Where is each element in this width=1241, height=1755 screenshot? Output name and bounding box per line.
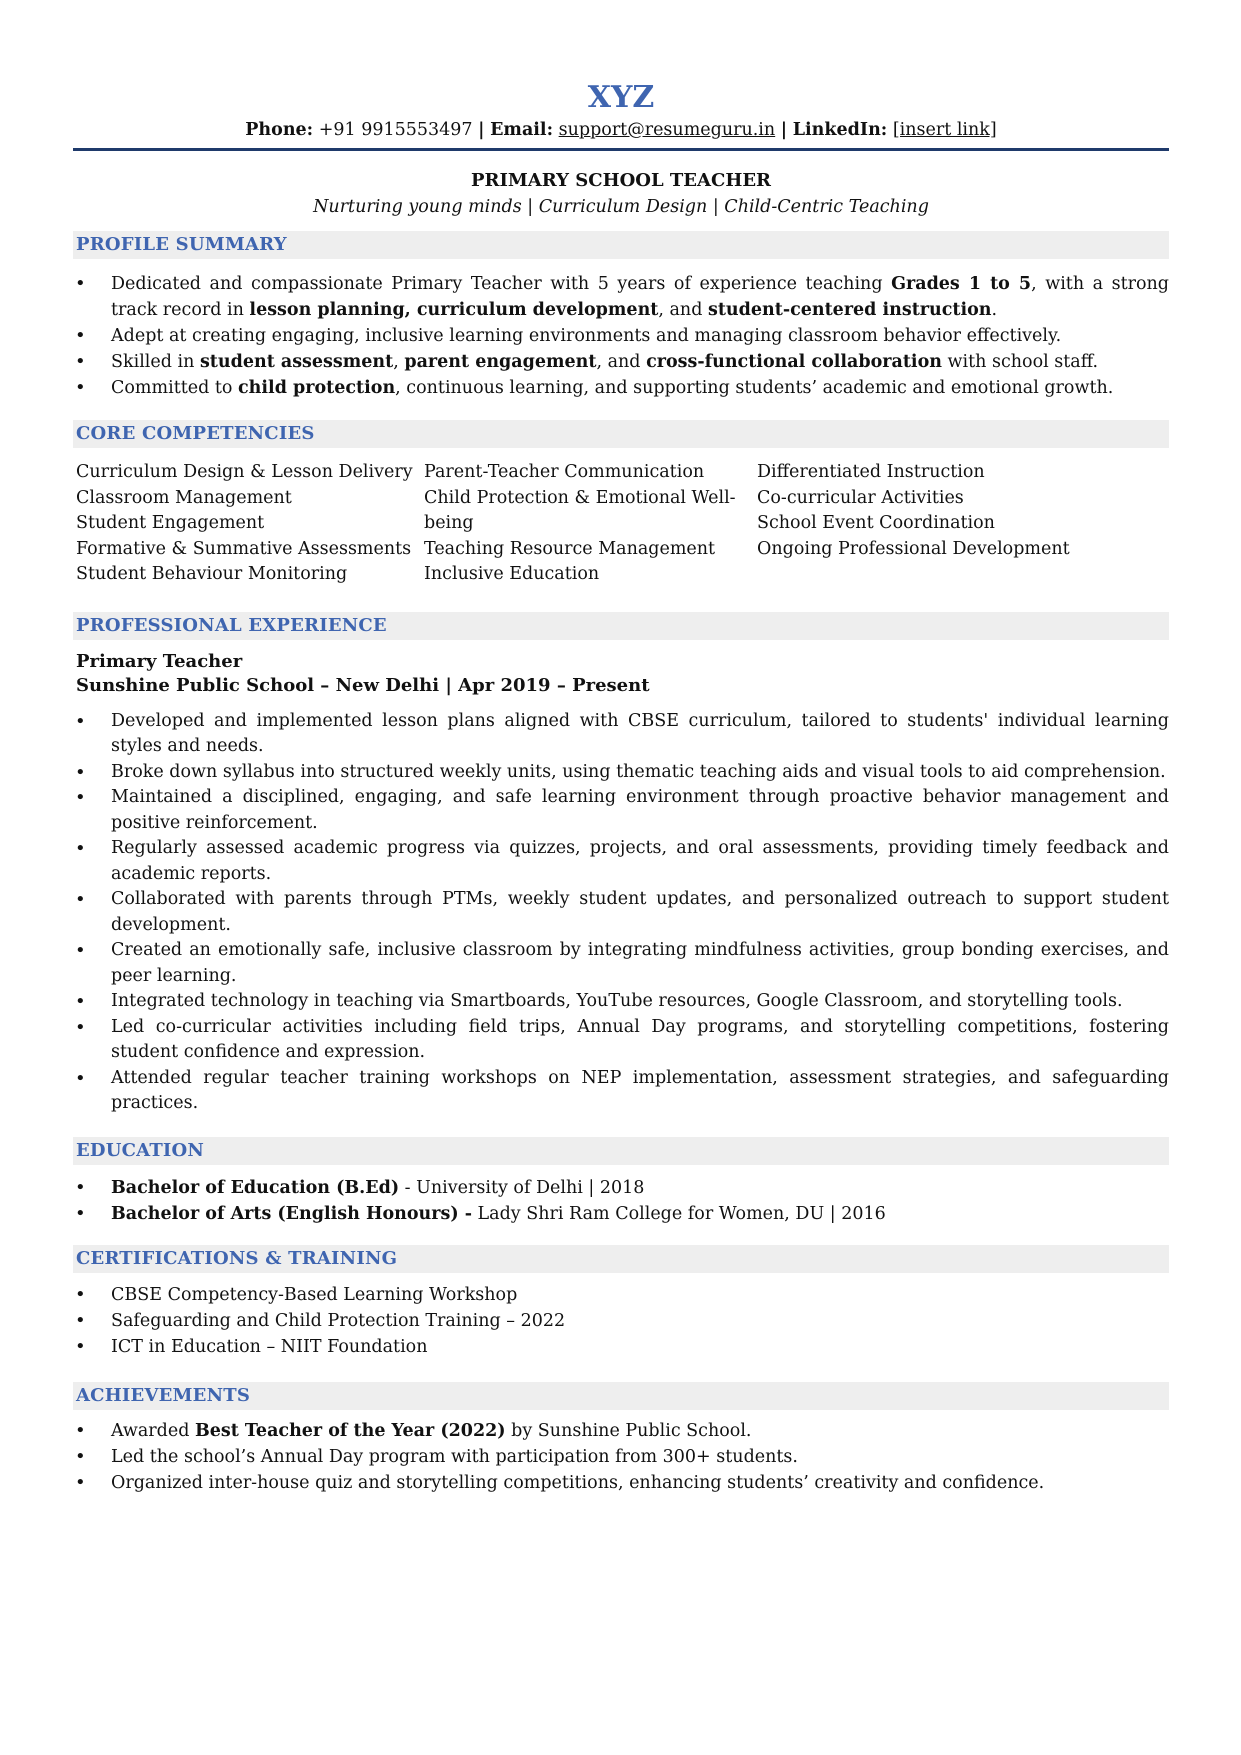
section-professional-experience: PROFESSIONAL EXPERIENCE: [73, 612, 1169, 640]
competencies-column-1: [73, 460, 421, 588]
email-link[interactable]: support@resumeguru.in: [558, 120, 776, 140]
candidate-name: XYZ: [587, 80, 655, 115]
competency-item: Differentiated Instruction: [757, 462, 985, 482]
certifications-list: [73, 1282, 1169, 1360]
certification-item: • Safeguarding and Child Protection Training – 2022: [73, 1308, 1169, 1334]
competency-item: Inclusive Education: [424, 564, 600, 584]
experience-bullet: • Broke down syllabus into structured weekly units, using thematic teaching aids and visual tools to aid comprehension.: [73, 760, 1169, 786]
certification-item: • CBSE Competency-Based Learning Workshop: [73, 1282, 1169, 1308]
experience-bullet: • Developed and implemented lesson plans aligned with CBSE curriculum, tailored to students' individual learning styles and needs.: [73, 709, 1169, 760]
experience-bullet: • Attended regular teacher training workshops on NEP implementation, assessment strategies, and safeguarding practices.: [73, 1066, 1169, 1117]
competency-item: Student Engagement: [76, 513, 265, 533]
competency-item: Curriculum Design & Lesson Delivery: [76, 462, 413, 482]
achievement-item: • Awarded Best Teacher of the Year (2022) by Sunshine Public School.: [73, 1418, 1169, 1444]
profile-bullet: • Committed to child protection, continuous learning, and supporting students’ academic and emotional growth.: [73, 375, 1169, 401]
competency-item: Parent-Teacher Communication: [424, 462, 705, 482]
linkedin-link[interactable]: [insert link]: [892, 120, 997, 140]
section-achievements: ACHIEVEMENTS: [73, 1382, 1169, 1410]
experience-bullet: • Integrated technology in teaching via Smartboards, YouTube resources, Google Classroom, and storytelling tools.: [73, 989, 1169, 1015]
competency-item: Ongoing Professional Development: [757, 538, 1070, 559]
competency-item: Teaching Resource Management: [424, 538, 716, 559]
resume-page: [73, 0, 1169, 1496]
experience-bullet: • Collaborated with parents through PTMs, weekly student updates, and personalized outreach to support student development.: [73, 887, 1169, 938]
experience-bullet: • Maintained a disciplined, engaging, and safe learning environment through proactive behavior management and positive reinforcement.: [73, 785, 1169, 836]
education-list: [73, 1175, 1169, 1227]
separator: |: [478, 120, 485, 140]
contact-line: [73, 118, 1169, 142]
certification-item: • ICT in Education – NIIT Foundation: [73, 1334, 1169, 1360]
competency-item: Child Protection & Emotional Well-: [424, 487, 736, 508]
section-education: EDUCATION: [73, 1137, 1169, 1165]
phone-label: Phone:: [245, 120, 314, 140]
section-core-competencies: CORE COMPETENCIES: [73, 420, 1169, 448]
competencies-column-3: [754, 460, 1087, 588]
competency-item: being: [424, 513, 474, 533]
section-certifications: CERTIFICATIONS & TRAINING: [73, 1245, 1169, 1273]
competency-item: School Event Coordination: [757, 513, 995, 533]
experience-bullet: • Led co-curricular activities including field trips, Annual Day programs, and storytelling competitions, fostering student confidence and expression.: [73, 1015, 1169, 1066]
profile-bullet: • Dedicated and compassionate Primary Teacher with 5 years of experience teaching Grades 1 to 5, with a strong track record in lesson planning, curriculum development, and student-centered instruction.: [73, 271, 1169, 323]
competencies-column-2: [421, 460, 754, 588]
competencies-grid: [73, 460, 1169, 588]
header-divider: [73, 148, 1169, 151]
competency-item: Classroom Management: [76, 487, 292, 508]
profile-summary-list: [73, 271, 1169, 401]
job-employer-dates: Sunshine Public School – New Delhi | Apr 2019 – Present: [76, 674, 650, 696]
section-profile-summary: PROFILE SUMMARY: [73, 231, 1169, 259]
education-item: • Bachelor of Education (B.Ed) - University of Delhi | 2018: [73, 1175, 1169, 1201]
job-title: Primary Teacher: [76, 650, 243, 672]
job-role-title: PRIMARY SCHOOL TEACHER: [470, 170, 772, 191]
achievements-list: [73, 1418, 1169, 1496]
profile-bullet: • Adept at creating engaging, inclusive learning environments and managing classroom behavior effectively.: [73, 323, 1169, 349]
separator: |: [780, 120, 788, 140]
tagline: Nurturing young minds | Curriculum Design | Child-Centric Teaching: [313, 197, 929, 217]
experience-list: [73, 709, 1169, 1117]
competency-item: Student Behaviour Monitoring: [76, 564, 348, 584]
experience-bullet: • Created an emotionally safe, inclusive classroom by integrating mindfulness activities, group bonding exercises, and peer learning.: [73, 938, 1169, 989]
phone-value: +91 9915553497: [318, 120, 473, 140]
email-label: Email:: [490, 120, 554, 140]
education-item: • Bachelor of Arts (English Honours) - Lady Shri Ram College for Women, DU | 2016: [73, 1201, 1169, 1227]
achievement-item: • Organized inter-house quiz and storytelling competitions, enhancing students’ creativity and confidence.: [73, 1470, 1169, 1496]
linkedin-label: LinkedIn:: [792, 120, 888, 140]
profile-bullet: • Skilled in student assessment, parent engagement, and cross-functional collaboration with school staff.: [73, 349, 1169, 375]
competency-item: Formative & Summative Assessments: [76, 538, 412, 559]
competency-item: Co-curricular Activities: [757, 487, 964, 508]
experience-bullet: • Regularly assessed academic progress via quizzes, projects, and oral assessments, providing timely feedback and academic reports.: [73, 836, 1169, 887]
achievement-item: • Led the school’s Annual Day program with participation from 300+ students.: [73, 1444, 1169, 1470]
